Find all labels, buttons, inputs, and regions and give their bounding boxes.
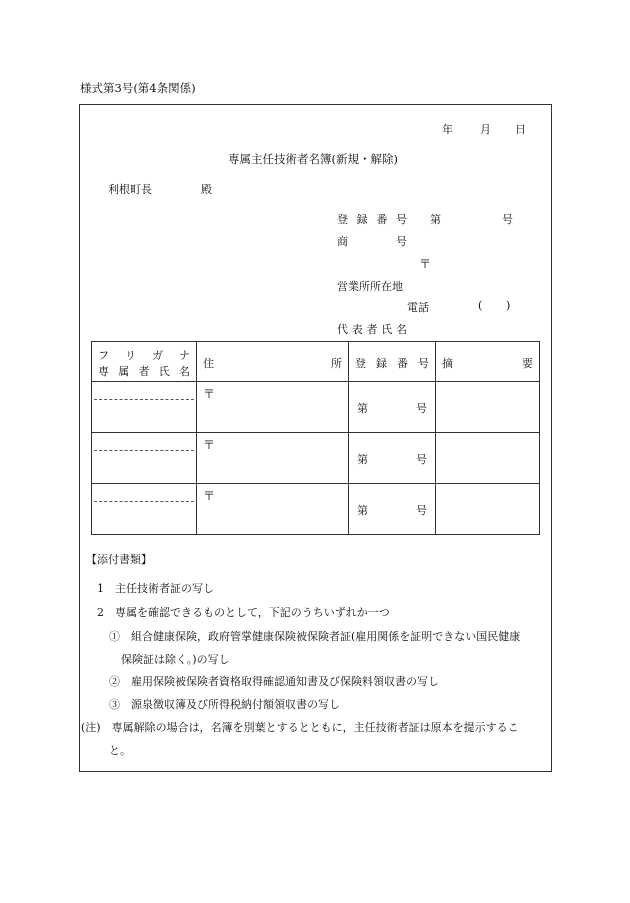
address-cell[interactable] [197,484,349,535]
header-engineer-name: 専 属 者 氏 名 [98,365,190,378]
phone-label: 電話 [407,301,429,314]
postal-mark: 〒 [203,438,216,452]
phone-paren-open: ( [478,299,483,312]
trade-name-label: 商 号 [337,235,407,248]
remarks-cell[interactable] [436,382,540,433]
registration-dai: 第 [430,213,441,226]
table-row [92,382,540,433]
representative-name-label: 代 表 者 氏 名 [337,323,407,336]
attachment-sub-item-3: ③ 源泉徴収簿及び所得税納付額領収書の写し [109,698,340,711]
registration-cell[interactable]: 第 号 [349,484,436,535]
addressee-honorific: 殿 [201,183,212,196]
table-header-row [92,342,540,382]
office-location-label: 営業所所在地 [337,280,403,293]
furigana-divider [94,399,194,400]
name-cell[interactable] [92,433,197,484]
phone-paren-close: ) [506,299,511,312]
header-remarks: 摘 要 [436,342,540,382]
date-month: 月 [480,123,491,136]
registration-go: 号 [502,213,513,226]
registration-cell[interactable]: 第 号 [349,433,436,484]
form-title: 専属主任技術者名簿(新規・解除) [228,152,398,166]
attachment-sub-item-1: ① 組合健康保険，政府管掌健康保険被保険者証(雇用関係を証明できない国民健康 [109,630,521,643]
postal-mark: 〒 [419,257,432,271]
name-cell[interactable] [92,382,197,433]
address-cell[interactable] [197,382,349,433]
postal-mark: 〒 [203,489,216,503]
attachment-item-2: 2 専属を確認できるものとして，下記のうちいずれか一つ [97,606,390,619]
header-furigana: フ リ ガ ナ [98,349,190,362]
form-number: 様式第3号(第4条関係) [80,81,196,95]
postal-mark: 〒 [203,387,216,401]
remarks-cell[interactable] [436,484,540,535]
attachments-heading: 【添付書類】 [86,553,152,566]
addressee-name: 利根町長 [108,183,152,196]
table-row [92,484,540,535]
furigana-divider [94,501,194,502]
date-year: 年 [442,123,453,136]
attachment-item-1: 1 主任技術者証の写し [97,582,214,595]
registration-number-label: 登 録 番 号 [337,213,407,226]
header-registration-number: 登 録 番 号 [349,342,436,382]
table-row [92,433,540,484]
note-line-2: と。 [109,744,131,757]
remarks-cell[interactable] [436,433,540,484]
furigana-divider [94,450,194,451]
registration-cell[interactable]: 第 号 [349,382,436,433]
address-cell[interactable] [197,433,349,484]
header-name [92,342,197,382]
attachment-sub-item-2: ② 雇用保険被保険者資格取得確認通知書及び保険料領収書の写し [109,675,439,688]
header-address: 住 所 [197,342,349,382]
date-day: 日 [515,123,526,136]
note-line-1: (注) 専属解除の場合は，名簿を別葉とするとともに，主任技術者証は原本を提示するこ [81,721,519,734]
name-cell[interactable] [92,484,197,535]
engineer-register-table [91,341,540,535]
attachment-sub-item-1-cont: 保険証は除く。)の写し [121,653,230,666]
